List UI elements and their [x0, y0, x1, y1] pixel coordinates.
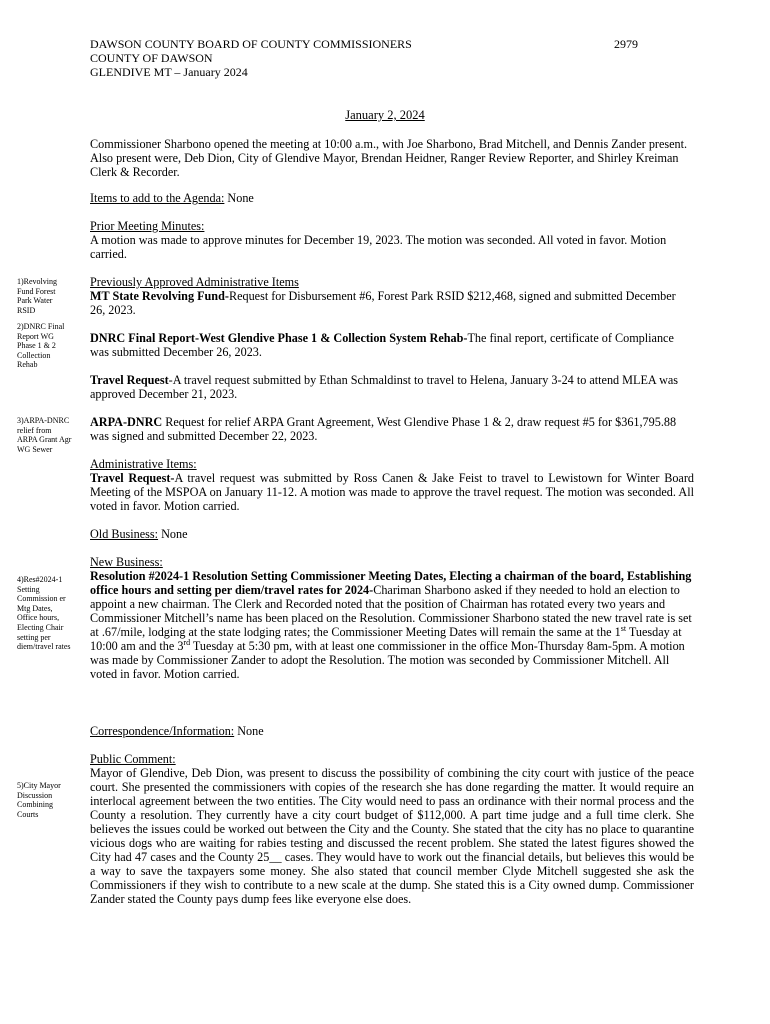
margin-note-city-courts: 5)City Mayor Discussion Combining Courts	[17, 781, 61, 819]
travel-request-approved-title: Travel Request	[90, 373, 169, 387]
resolution-text-part2: Tuesday at 10:00 am and the 3	[90, 625, 682, 653]
header-board-name: DAWSON COUNTY BOARD OF COUNTY COMMISSIONERS	[90, 37, 412, 51]
header-location-date: GLENDIVE MT – January 2024	[90, 65, 248, 79]
document-header	[90, 37, 650, 79]
margin-note-revolving-fund: 1)Revolving Fund Forest Park Water RSID	[17, 277, 57, 315]
page-number: 2979	[614, 37, 638, 51]
ordinal-suffix-third: rd	[183, 637, 191, 647]
header-county: COUNTY OF DAWSON	[90, 51, 213, 65]
arpa-dnrc-title: ARPA-DNRC	[90, 415, 163, 429]
margin-note-resolution: 4)Res#2024-1 Setting Commission er Mtg Dates, Office hours, Electing Chair setting per diem/travel rates	[17, 575, 71, 652]
administrative-travel-item	[90, 471, 694, 513]
public-comment-heading: Public Comment:	[90, 752, 176, 766]
correspondence	[90, 724, 694, 738]
prior-minutes-heading: Prior Meeting Minutes:	[90, 219, 205, 233]
correspondence-value: None	[234, 724, 264, 738]
administrative-travel-title: Travel Request-	[90, 471, 175, 485]
dnrc-final-report-text: The final report, certificate of Compliance was submitted December 26, 2023.	[90, 331, 674, 359]
correspondence-label: Correspondence/Information:	[90, 724, 235, 738]
travel-request-approved-text: -A travel request submitted by Ethan Schmaldinst to travel to Helena, January 3-24 to attend MLEA was approved December 21, 2023.	[90, 373, 679, 401]
prior-minutes-section	[90, 219, 694, 261]
old-business	[90, 527, 694, 541]
old-business-label: Old Business:	[90, 527, 159, 541]
public-comment-text: Mayor of Glendive, Deb Dion, was present to discuss the possibility of combining the city court with justice of the peace court. She presented the commissioners with copies of the research she has done regarding the matter. It would require an interlocal agreement between the two entities. The City would need to pass an ordinance with their normal process and the County a resolution. They currently have a city court budget of $112,000. A part time judge and a full time clerk. She believes the issues could be worked out between the City and the County. She stated that the city has no place to quarantine vicious dogs who are waiting for rabies testing and discussed the recent problem. She stated the latest figures showed the City had 47 cases and the County 25__ cases. They would have to work out the financial details, but believes this would be a way to save the taxpayers some money. She also stated that council member Clyde Mitchell suggested she ask the Commissioners if they wish to contribute to a new scale at the dump. She stated this is a City owned dump. Commissioner Zander stated the County pays dump fees like everyone else does.	[90, 766, 694, 906]
revolving-fund-item	[90, 289, 694, 317]
ordinal-suffix-first: st	[620, 623, 627, 633]
dnrc-final-report-item	[90, 331, 694, 359]
resolution-text-part3: Tuesday at 5:30 pm, with at least one commissioner in the office Mon-Thursday 8am-5pm. A motion was made by Commissioner Zander to adopt the Resolution. The motion was seconded by Commissioner Mitchell. All voted in favor. Motion carried.	[90, 639, 685, 681]
administrative-section	[90, 457, 694, 513]
resolution-text-part1: Chariman Sharbono asked if they needed to hold an election to appoint a new chairman. The Clerk and Recorded noted that the position of Chairman has rotated every two years and Commissioner Mitchell’s name has been placed on the Resolution. Commissioner Sharbono stated the new travel rate is set at .67/mile, lodging at the state lodging rates; the Commissioner Meeting Dates will remain the same at the 1	[90, 583, 692, 639]
arpa-dnrc-text: Request for relief ARPA Grant Agreement, West Glendive Phase 1 & 2, draw request #5 for $361,795.88 was signed and submitted December 22, 2023.	[90, 415, 677, 443]
arpa-dnrc-item	[90, 415, 694, 443]
previously-approved-section	[90, 275, 694, 317]
administrative-travel-text: A travel request was submitted by Ross Canen & Jake Feist to travel to Lewistown for Winter Board Meeting of the MSPOA on January 11-12. A motion was made to approve the travel request. The motion was seconded. All voted in favor. Motion carried.	[90, 471, 694, 513]
dnrc-final-report-title: DNRC Final Report-West Glendive Phase 1 & Collection System Rehab-	[90, 331, 468, 345]
agenda-value: None	[224, 191, 254, 205]
prior-minutes-text: A motion was made to approve minutes for December 19, 2023. The motion was seconded. All voted in favor. Motion carried.	[90, 233, 667, 261]
revolving-fund-text: Request for Disbursement #6, Forest Park RSID $212,468, signed and submitted December 26, 2023.	[90, 289, 676, 317]
agenda-items	[90, 191, 694, 205]
public-comment-section	[90, 752, 694, 906]
margin-note-dnrc-report: 2)DNRC Final Report WG Phase 1 & 2 Collection Rehab	[17, 322, 65, 370]
travel-request-approved-item	[90, 373, 694, 401]
revolving-fund-title: MT State Revolving Fund-	[90, 289, 229, 303]
new-business-heading: New Business:	[90, 555, 163, 569]
resolution-item	[90, 569, 694, 681]
agenda-label: Items to add to the Agenda:	[90, 191, 225, 205]
old-business-value: None	[158, 527, 188, 541]
resolution-title: Resolution #2024-1 Resolution Setting Commissioner Meeting Dates, Electing a chairman of the board, Establishing office hours and setting per diem/travel rates for 2024-	[90, 569, 692, 597]
margin-note-arpa-dnrc: 3)ARPA-DNRC relief from ARPA Grant Agr WG Sewer	[17, 416, 72, 454]
opening-paragraph: Commissioner Sharbono opened the meeting at 10:00 a.m., with Joe Sharbono, Brad Mitchell, and Dennis Zander present. Also present were, Deb Dion, City of Glendive Mayor, Brendan Heidner, Ranger Review Reporter, and Shirley Kreiman Clerk & Recorder.	[90, 137, 688, 179]
previously-approved-heading: Previously Approved Administrative Items	[90, 275, 299, 289]
administrative-heading: Administrative Items:	[90, 457, 197, 471]
meeting-date: January 2, 2024	[345, 108, 425, 122]
new-business-section	[90, 555, 694, 681]
